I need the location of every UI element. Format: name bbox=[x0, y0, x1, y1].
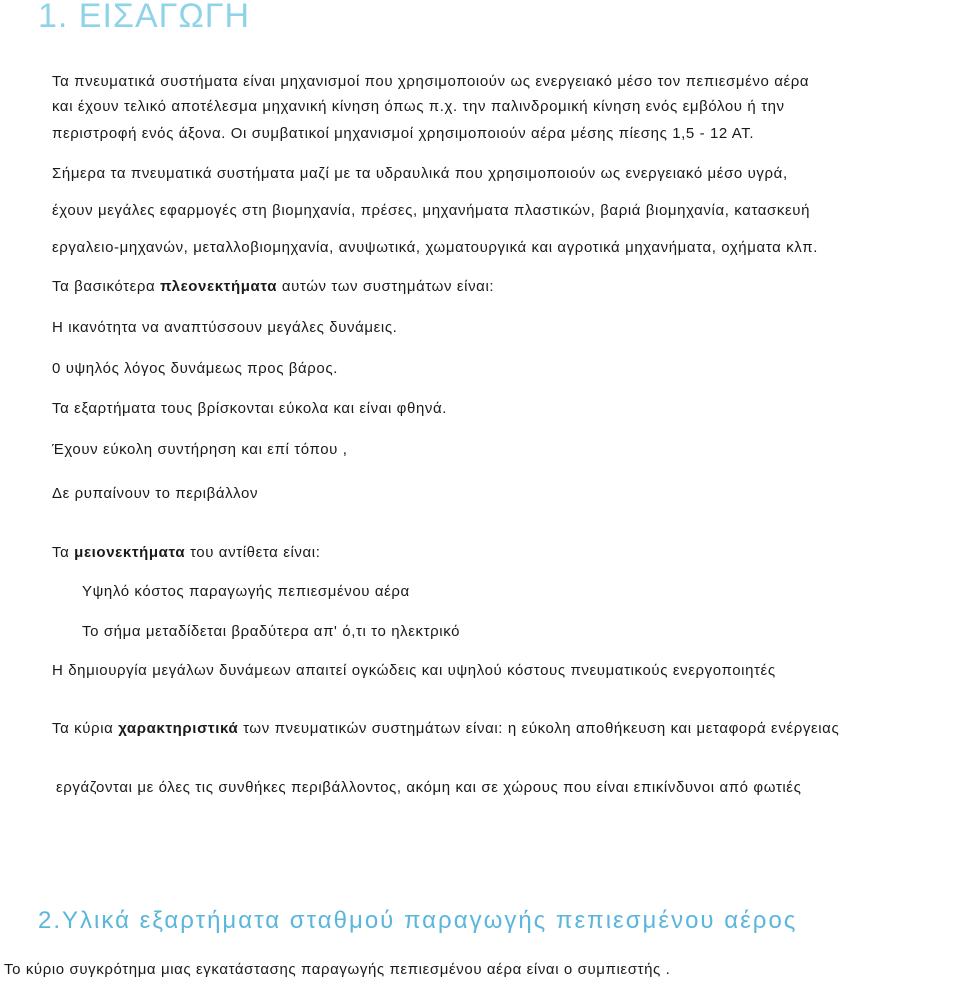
today-line-1: Σήμερα τα πνευματικά συστήματα μαζί με τα υδραυλικά που χρησιμοποιούν ως ενεργειακό μέσο υγρά, bbox=[52, 165, 788, 182]
advantages-keyword: πλεονεκτήματα bbox=[160, 278, 278, 295]
characteristics-pre: Τα κύρια bbox=[52, 720, 114, 737]
section-heading-introduction: 1. ΕΙΣΑΓΩΓΗ bbox=[38, 0, 251, 35]
characteristics-post: των πνευματικών συστημάτων είναι: η εύκολη αποθήκευση και μεταφορά ενέργειας bbox=[243, 720, 840, 737]
characteristics-keyword: χαρακτηριστικά bbox=[118, 720, 239, 737]
intro-line-3: περιστροφή ενός άξονα. Οι συμβατικοί μηχανισμοί χρησιμοποιούν αέρα μέσης πίεσης 1,5 - 12 ΑΤ. bbox=[52, 125, 755, 142]
disadvantage-extra: Η δημιουργία μεγάλων δυνάμεων απαιτεί ογκώδεις και υψηλού κόστους πνευματικούς ενεργοποιητές bbox=[52, 662, 776, 679]
disadvantage-item: Υψηλό κόστος παραγωγής πεπιεσμένου αέρα bbox=[82, 583, 410, 600]
advantage-item: Δε ρυπαίνουν το περιβάλλον bbox=[52, 485, 259, 502]
section-heading-compressed-air-station: 2.Υλικά εξαρτήματα σταθμού παραγωγής πεπιεσμένου αέρος bbox=[38, 907, 798, 934]
characteristics-line bbox=[52, 719, 839, 739]
advantages-intro bbox=[52, 277, 494, 297]
disadvantages-keyword: μειονεκτήματα bbox=[74, 544, 186, 561]
intro-line-1: Τα πνευματικά συστήματα είναι μηχανισμοί που χρησιμοποιούν ως ενεργειακό μέσο τον πεπιεσμένο αέρα bbox=[52, 73, 810, 90]
advantage-item: 0 υψηλός λόγος δυνάμεως προς βάρος. bbox=[52, 360, 338, 377]
closing-line: Το κύριο συγκρότημα μιας εγκατάστασης παραγωγής πεπιεσμένου αέρα είναι ο συμπιεστής . bbox=[4, 961, 671, 978]
advantage-item: Τα εξαρτήματα τους βρίσκονται εύκολα και είναι φθηνά. bbox=[52, 400, 448, 417]
advantages-pre: Τα βασικότερα bbox=[52, 278, 156, 295]
advantage-item: Η ικανότητα να αναπτύσσουν μεγάλες δυνάμεις. bbox=[52, 319, 398, 336]
disadvantages-pre: Τα bbox=[52, 544, 70, 561]
today-line-3: εργαλειο-μηχανών, μεταλλοβιομηχανία, ανυψωτικά, χωματουργικά και αγροτικά μηχανήματα, οχήματα κλπ. bbox=[52, 239, 819, 256]
advantages-post: αυτών των συστημάτων είναι: bbox=[281, 278, 495, 295]
disadvantage-item: Το σήμα μεταδίδεται βραδύτερα απ' ό,τι το ηλεκτρικό bbox=[82, 623, 461, 640]
intro-line-2: και έχουν τελικό αποτέλεσμα μηχανική κίνηση όπως π.χ. την παλινδρομική κίνηση ενός εμβόλου ή την bbox=[52, 98, 785, 115]
disadvantages-intro bbox=[52, 543, 321, 563]
today-line-2: έχουν μεγάλες εφαρμογές στη βιομηχανία, πρέσες, μηχανήματα πλαστικών, βαριά βιομηχανία, κατασκευή bbox=[52, 202, 811, 219]
advantage-item: Έχουν εύκολη συντήρηση και επί τόπου , bbox=[52, 441, 348, 458]
characteristics-continuation: εργάζονται με όλες τις συνθήκες περιβάλλοντος, ακόμη και σε χώρους που είναι επικίνδυνοι από φωτιές bbox=[56, 779, 802, 796]
disadvantages-post: του αντίθετα είναι: bbox=[189, 544, 321, 561]
